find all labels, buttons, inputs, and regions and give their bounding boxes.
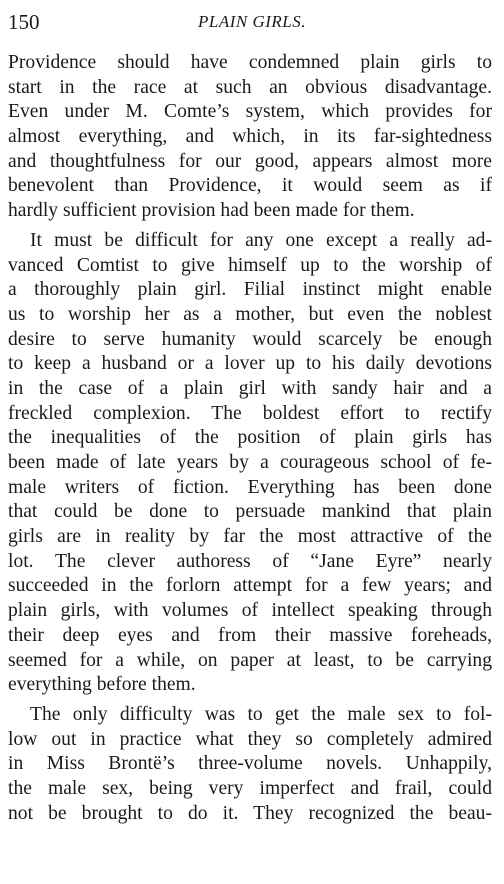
paragraph: [8, 229, 492, 698]
page-number: 150: [8, 10, 40, 34]
text-line: that could be done to persuade mankind that plain: [8, 501, 492, 523]
text-line: been made of late years by a courageous school of fe-: [8, 452, 492, 473]
text-line: to keep a husband or a lover up to his daily devotions: [8, 353, 492, 375]
text-line: almost everything, and which, in its far-sightedness: [8, 126, 492, 148]
paragraph: [8, 703, 492, 826]
text-line: start in the race at such an obvious disadvantage.: [8, 76, 492, 98]
text-line: seemed for a while, on paper at least, to be carrying: [8, 649, 492, 671]
text-line: succeeded in the forlorn attempt for a few years; and: [8, 575, 492, 597]
text-line: male writers of fiction. Everything has been done: [8, 476, 492, 498]
text-line: Even under M. Comte’s system, which provides for: [8, 101, 492, 123]
paragraph: [8, 51, 492, 224]
text-line: Providence should have condemned plain girls to: [8, 52, 492, 73]
body-text: [8, 51, 492, 826]
running-title: PLAIN GIRLS.: [198, 12, 306, 31]
text-line: desire to serve humanity would scarcely be enough: [8, 328, 492, 350]
text-line: plain girls, with volumes of intellect speaking through: [8, 600, 492, 622]
text-line: everything before them.: [8, 674, 196, 696]
text-line: not be brought to do it. They recognized the beau-: [8, 802, 492, 824]
text-line: the male sex, being very imperfect and frail, could: [8, 777, 492, 799]
text-line: lot. The clever authoress of “Jane Eyre” nearly: [8, 550, 492, 572]
text-line: in the case of a plain girl with sandy hair and a: [8, 377, 492, 399]
text-line: and thoughtfulness for our good, appears almost more: [8, 150, 492, 172]
text-line: hardly sufficient provision had been made for them.: [8, 200, 415, 222]
text-line: a thoroughly plain girl. Filial instinct might enable: [8, 279, 492, 301]
text-line: in Miss Brontë’s three-volume novels. Unhappily,: [8, 753, 492, 775]
text-line: It must be difficult for any one except a really ad-: [30, 229, 492, 251]
text-line: The only difficulty was to get the male sex to fol-: [30, 703, 492, 725]
text-line: the inequalities of the position of plain girls has: [8, 427, 492, 449]
text-line: freckled complexion. The boldest effort to rectify: [8, 402, 492, 424]
text-line: girls are in reality by far the most attractive of the: [8, 526, 492, 548]
text-line: benevolent than Providence, it would seem as if: [8, 175, 492, 197]
text-line: their deep eyes and from their massive foreheads,: [8, 624, 492, 646]
text-line: low out in practice what they so completely admired: [8, 728, 492, 750]
text-line: us to worship her as a mother, but even the noblest: [8, 303, 492, 325]
text-line: vanced Comtist to give himself up to the worship of: [8, 254, 492, 276]
